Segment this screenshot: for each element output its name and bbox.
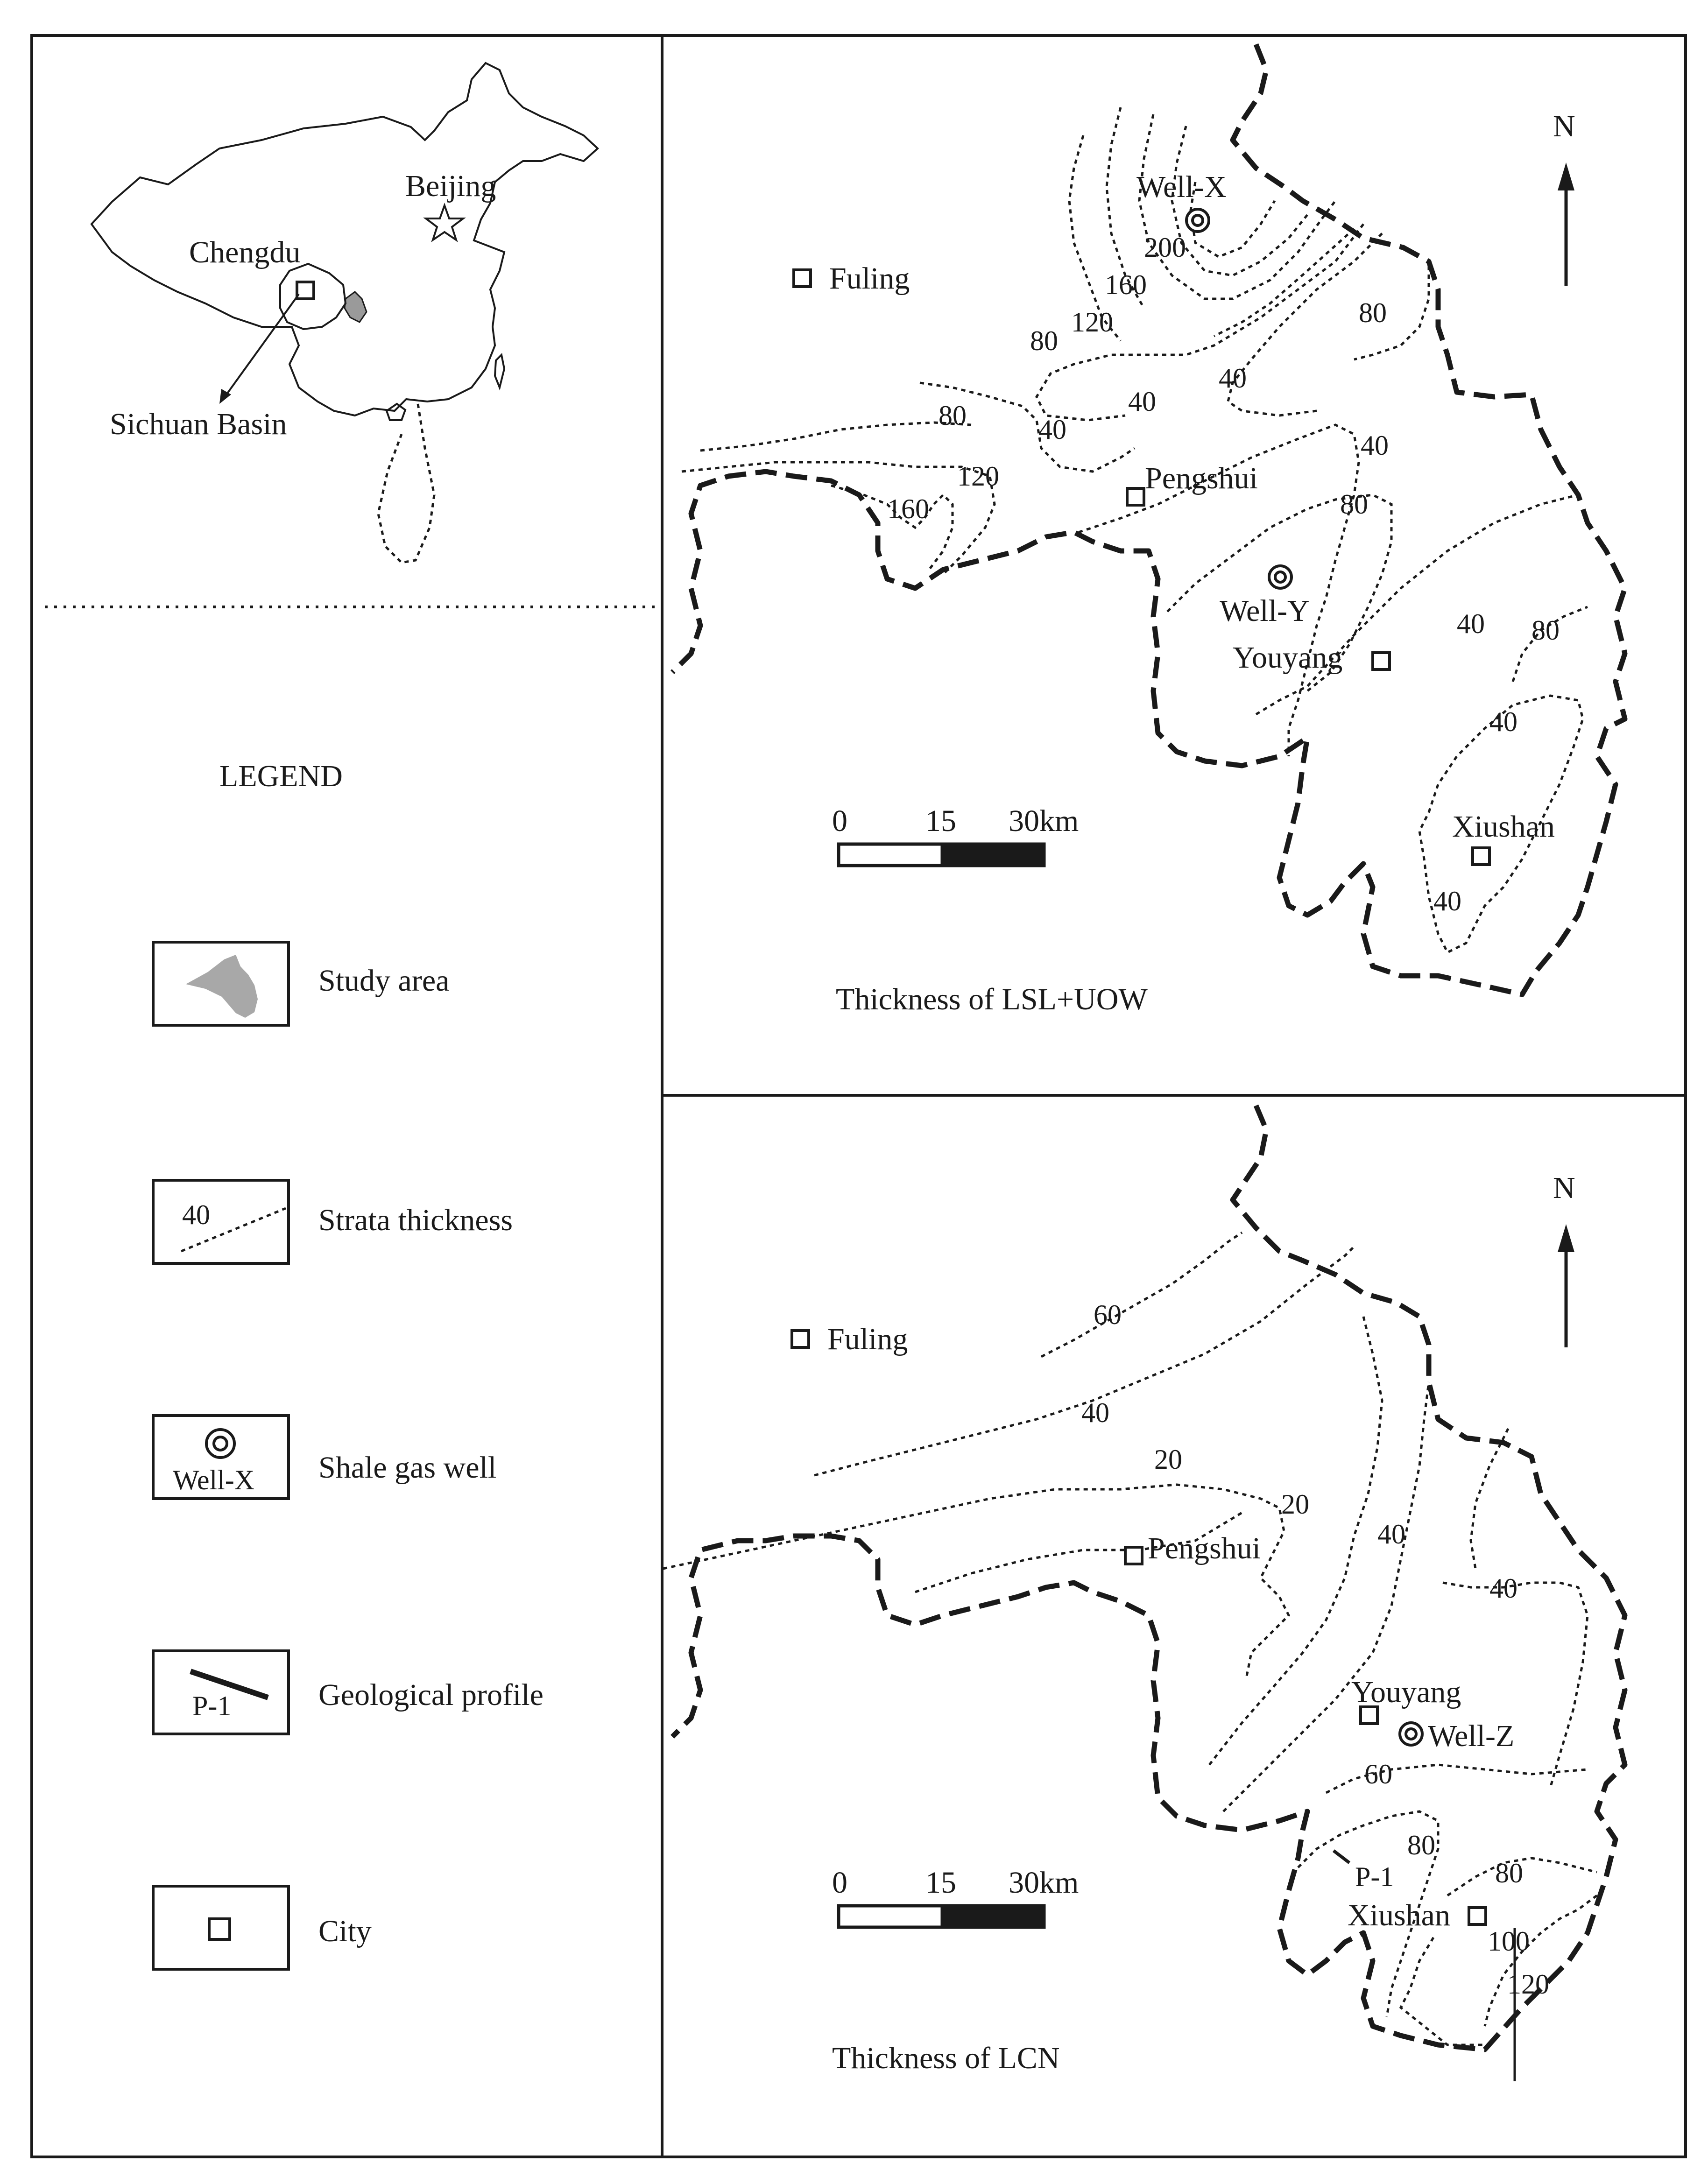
contour-label-top-40f: 40: [1489, 706, 1517, 737]
city-label-bot-youyang: Youyang: [1351, 1675, 1461, 1709]
city-icon-top-pengshui: [1127, 488, 1144, 505]
contour-bot-60: [1041, 1233, 1242, 1357]
contour-bot-40c: [1223, 1382, 1429, 1811]
china-inset-map: [92, 63, 598, 563]
scale-top-bar-white: [839, 844, 942, 866]
contour-label-top-160: 160: [887, 493, 929, 524]
well-icon-bot-z: [1400, 1723, 1422, 1745]
legend-strata-box: [153, 1180, 289, 1263]
legend-strata-label: Strata thickness: [318, 1203, 513, 1237]
scale-top-t2: 30km: [1009, 804, 1079, 838]
contour-label-bot-100: 100: [1488, 1926, 1530, 1957]
well-label-bot-z: Well-Z: [1428, 1719, 1515, 1753]
scale-top-bar-black: [942, 844, 1044, 866]
sichuan-basin-label: Sichuan Basin: [110, 407, 287, 441]
contour-bot-100: [1401, 1937, 1494, 2045]
contour-label-top-40b: 40: [1038, 414, 1066, 445]
contour-label-top-160: 160: [1105, 269, 1147, 300]
city-label-top-youyang: Youyang: [1233, 641, 1343, 675]
city-label-top-pengshui: Pengshui: [1145, 461, 1258, 495]
contour-bot-40e: [1471, 1429, 1508, 1569]
city-icon-top-youyang: [1373, 653, 1390, 669]
contour-label-top-40g: 40: [1433, 886, 1461, 916]
legend-title: LEGEND: [219, 759, 343, 793]
legend-study-area-icon: [186, 955, 258, 1018]
legend-profile-label: Geological profile: [318, 1678, 543, 1712]
legend: [153, 759, 543, 1969]
contour-label-top-80a: 80: [1030, 325, 1058, 356]
well-label-top-x: Well-X: [1136, 170, 1227, 204]
legend-profile-value: P-1: [192, 1691, 232, 1721]
study-area-shape: [345, 292, 367, 322]
legend-well-icon-inner: [214, 1437, 227, 1450]
city-label-top-xiushan: Xiushan: [1452, 810, 1555, 844]
caption-bottom: Thickness of LCN: [832, 2041, 1060, 2075]
contour-label-top-80b: 80: [939, 400, 967, 431]
map-top: [672, 44, 1625, 1016]
legend-well-label: Shale gas well: [318, 1451, 497, 1485]
city-icon-bot-fuling: [792, 1331, 809, 1347]
contour-label-bot-40: 40: [1081, 1397, 1109, 1428]
basin-pointer-line: [226, 294, 299, 395]
contour-label-bot-20b: 20: [1281, 1489, 1309, 1520]
city-icon-bot-youyang: [1361, 1707, 1377, 1724]
contour-label-bot-20a: 20: [1154, 1444, 1182, 1475]
city-icon-top-fuling: [794, 270, 811, 287]
city-icon-top-xiushan: [1473, 848, 1489, 865]
contour-label-top-80c: 80: [1359, 297, 1387, 328]
legend-study-area-label: Study area: [318, 964, 450, 998]
legend-well-value: Well-X: [173, 1465, 255, 1495]
city-label-bot-fuling: Fuling: [827, 1322, 908, 1356]
legend-strata-value: 40: [182, 1199, 210, 1230]
contour-bot-40: [814, 1247, 1354, 1475]
north-label-bottom: N: [1553, 1171, 1575, 1205]
chengdu-city-icon: [297, 282, 314, 299]
well-icon-top-x: [1186, 209, 1209, 232]
profile-label-p1: P-1: [1355, 1861, 1394, 1892]
contour-bot-20a: [663, 1485, 1289, 1676]
contour-label-bot-60: 60: [1094, 1299, 1122, 1330]
city-label-bot-pengshui: Pengshui: [1148, 1531, 1261, 1565]
contour-label-bot-80b: 80: [1495, 1858, 1523, 1888]
south-china-sea-line: [378, 404, 434, 563]
scale-bot-bar-black: [942, 1906, 1044, 1927]
contour-top-12: [682, 462, 995, 574]
contour-label-top-80e: 80: [1532, 615, 1560, 646]
north-arrowhead-top: [1558, 162, 1574, 190]
contour-label-top-80d: 80: [1340, 489, 1368, 520]
city-icon-bot-xiushan: [1469, 1908, 1486, 1924]
taiwan-outline: [495, 355, 504, 387]
contour-label-top-120: 120: [1071, 307, 1113, 338]
well-label-top-y: Well-Y: [1220, 594, 1310, 628]
city-label-bot-xiushan: Xiushan: [1348, 1898, 1450, 1932]
legend-well-icon: [206, 1430, 234, 1458]
contour-label-top-40a: 40: [1128, 386, 1156, 417]
scale-top-t1: 15: [925, 804, 956, 838]
scale-bot-bar-white: [839, 1906, 942, 1927]
north-arrowhead-bottom: [1558, 1224, 1574, 1252]
chengdu-label: Chengdu: [189, 235, 301, 269]
contour-label-top-200: 200: [1144, 232, 1186, 263]
contour-label-top-120: 120: [957, 461, 999, 492]
contour-label-bot-40c: 40: [1489, 1573, 1517, 1604]
scale-bot-t0: 0: [832, 1866, 847, 1900]
profile-marker-p1: [1334, 1851, 1349, 1863]
china-outline: [92, 63, 598, 416]
contour-label-top-40c: 40: [1219, 363, 1247, 394]
hainan-outline: [387, 404, 405, 420]
contour-label-bot-40b: 40: [1377, 1519, 1405, 1550]
contour-label-bot-60b: 60: [1364, 1759, 1392, 1789]
well-icon-top-y: [1269, 566, 1292, 588]
city-icon-bot-pengshui: [1125, 1547, 1142, 1564]
scale-bot-t1: 15: [925, 1866, 956, 1900]
contour-label-bot-120: 120: [1507, 1969, 1549, 2000]
contour-top-11: [700, 423, 971, 451]
city-label-top-fuling: Fuling: [829, 261, 910, 296]
contour-top-7: [1214, 229, 1354, 336]
contour-bot-120: [1485, 1895, 1597, 2026]
scale-top-t0: 0: [832, 804, 847, 838]
scale-bot-t2: 30km: [1009, 1866, 1079, 1900]
contour-label-top-40e: 40: [1457, 608, 1485, 639]
legend-city-icon: [209, 1919, 230, 1939]
contour-label-bot-80a: 80: [1407, 1830, 1435, 1860]
north-label-top: N: [1553, 109, 1575, 143]
beijing-star-icon: [426, 205, 463, 240]
contour-bot-40d: [1443, 1583, 1588, 1788]
map-bottom: [663, 1106, 1625, 2081]
contour-label-top-40d: 40: [1361, 430, 1389, 461]
legend-city-label: City: [318, 1914, 372, 1948]
beijing-label: Beijing: [405, 169, 496, 203]
caption-top: Thickness of LSL+UOW: [836, 982, 1148, 1016]
